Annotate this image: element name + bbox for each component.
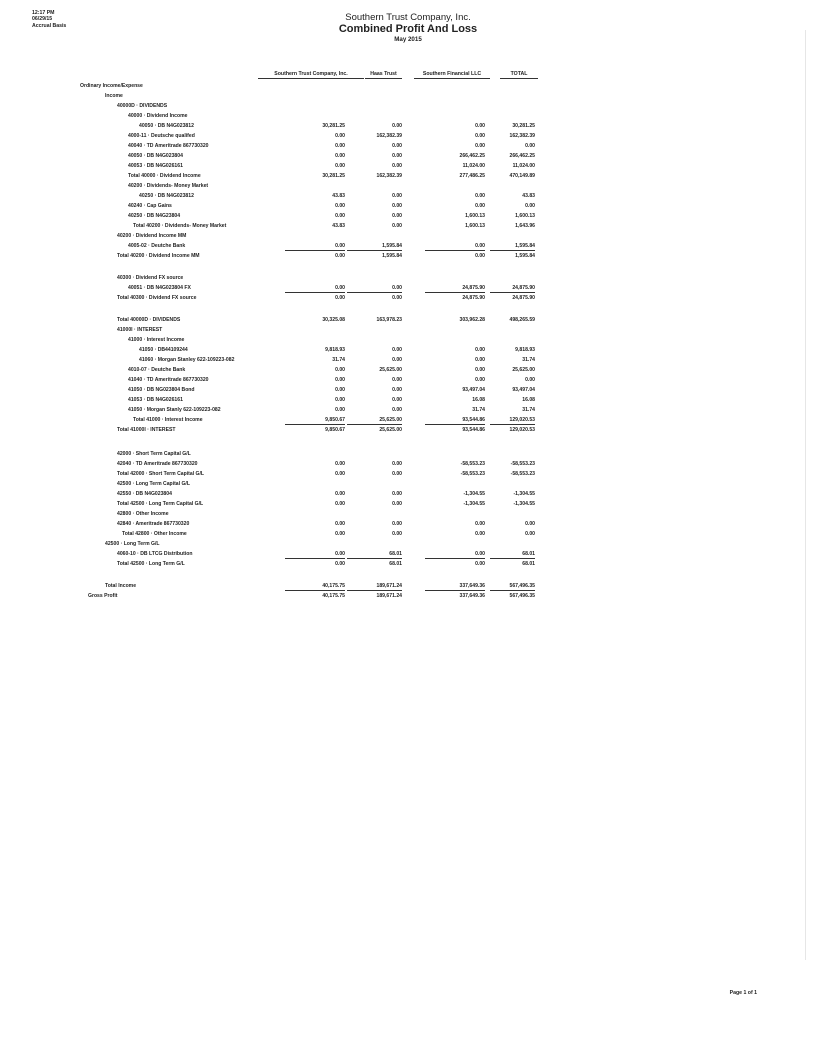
amount-cell: 30,281.25 [322, 123, 345, 129]
table-row [0, 520, 816, 528]
account-label: 41060 · Morgan Stanley 622-109223-082 [139, 357, 235, 363]
amount-cell: 470,149.89 [509, 173, 535, 179]
amount-cell: 9,818.93 [515, 347, 535, 353]
account-label: 40040 · TD Ameritrade 867730320 [128, 143, 209, 149]
print-date: 06/29/15 [32, 16, 53, 23]
amount-cell: 30,281.25 [322, 173, 345, 179]
amount-cell: 43.83 [522, 193, 535, 199]
amount-cell: 189,671.24 [376, 593, 402, 599]
amount-cell: 68.01 [522, 561, 535, 567]
table-row [0, 582, 816, 590]
amount-cell: 0.00 [335, 491, 345, 497]
account-label: Total 41000I · INTEREST [117, 427, 176, 433]
amount-cell: 0.00 [525, 377, 535, 383]
amount-cell: 129,020.53 [490, 416, 535, 425]
amount-cell: -58,553.23 [460, 471, 485, 477]
amount-cell: 0.00 [475, 193, 485, 199]
table-row [0, 356, 816, 364]
table-row [0, 294, 816, 302]
account-label: 42840 · Ameritrade 867730320 [117, 521, 190, 527]
amount-cell: 68.01 [347, 550, 402, 559]
table-row [0, 82, 816, 90]
amount-cell: 16.08 [522, 397, 535, 403]
amount-cell: 40,175.75 [322, 593, 345, 599]
account-label: 42040 · TD Ameritrade 867730320 [117, 461, 198, 467]
amount-cell: 0.00 [335, 387, 345, 393]
amount-cell: 24,875.90 [425, 284, 485, 293]
amount-cell: 0.00 [335, 561, 345, 567]
accounting-basis: Accrual Basis [32, 22, 67, 29]
table-row [0, 284, 816, 292]
amount-cell: 43.83 [332, 223, 345, 229]
amount-cell: 24,875.90 [490, 284, 535, 293]
amount-cell: 0.00 [475, 531, 485, 537]
amount-cell: 1,595.84 [347, 242, 402, 251]
amount-cell: 0.00 [335, 163, 345, 169]
amount-cell: 93,544.86 [425, 416, 485, 425]
account-label: 40250 · DB N4G023812 [139, 193, 194, 199]
amount-cell: 11,024.00 [462, 163, 485, 169]
amount-cell: 25,625.00 [379, 427, 402, 433]
amount-cell: 0.00 [335, 531, 345, 537]
report-title: Combined Profit And Loss [338, 23, 478, 35]
report-period: May 2015 [394, 36, 422, 43]
table-row [0, 316, 816, 324]
account-label: 41050 · DB44109244 [139, 347, 188, 353]
amount-cell: 0.00 [392, 377, 402, 383]
table-row [0, 252, 816, 260]
table-row [0, 336, 816, 344]
account-label: 40240 · Cap Gains [128, 203, 172, 209]
table-row [0, 142, 816, 150]
table-row [0, 510, 816, 518]
amount-cell: 0.00 [525, 143, 535, 149]
account-label: Total 40200 · Dividend Income MM [117, 253, 200, 259]
table-row [0, 500, 816, 508]
amount-cell: 0.00 [392, 357, 402, 363]
table-row [0, 406, 816, 414]
account-label: 42500 · Long Term Capital G/L [117, 481, 190, 487]
amount-cell: 93,544.86 [462, 427, 485, 433]
table-row [0, 396, 816, 404]
table-row [0, 326, 816, 334]
amount-cell: 0.00 [425, 242, 485, 251]
amount-cell: 0.00 [335, 461, 345, 467]
amount-cell: 0.00 [425, 550, 485, 559]
amount-cell: -58,553.23 [460, 461, 485, 467]
table-row [0, 222, 816, 230]
table-row [0, 152, 816, 160]
amount-cell: 0.00 [475, 377, 485, 383]
account-label: Total Income [105, 583, 137, 589]
amount-cell: 0.00 [335, 397, 345, 403]
amount-cell: 1,643.96 [515, 223, 535, 229]
account-label: 42000 · Short Term Capital G/L [117, 451, 191, 457]
table-row [0, 376, 816, 384]
amount-cell: 0.00 [285, 550, 345, 559]
table-row [0, 242, 816, 250]
account-label: Total 40000D · DIVIDENDS [117, 317, 181, 323]
table-row [0, 450, 816, 458]
amount-cell: 0.00 [392, 203, 402, 209]
amount-cell: 93,497.04 [512, 387, 535, 393]
account-label: 42800 · Other Income [117, 511, 169, 517]
amount-cell: 303,962.28 [459, 317, 485, 323]
amount-cell: 0.00 [392, 123, 402, 129]
account-label: 40300 · Dividend FX source [117, 275, 184, 281]
amount-cell: 0.00 [392, 347, 402, 353]
account-label: 40250 · DB N4G23804 [128, 213, 181, 219]
column-header-southern-trust: Southern Trust Company, Inc. [258, 71, 364, 79]
table-row [0, 232, 816, 240]
amount-cell: 0.00 [525, 203, 535, 209]
amount-cell: 0.00 [335, 367, 345, 373]
table-row [0, 560, 816, 568]
amount-cell: 1,600.13 [465, 213, 485, 219]
account-label: 40050 · DB N4G023812 [139, 123, 194, 129]
amount-cell: 0.00 [335, 213, 345, 219]
table-row [0, 122, 816, 130]
amount-cell: 0.00 [392, 193, 402, 199]
amount-cell: 0.00 [392, 491, 402, 497]
column-header-haas-trust: Haas Trust [365, 71, 402, 79]
account-label: Ordinary Income/Expense [80, 83, 143, 89]
account-label: 41050 · Morgan Stanly 622-109223-082 [128, 407, 221, 413]
amount-cell: 0.00 [475, 347, 485, 353]
amount-cell: 1,595.84 [382, 253, 402, 259]
amount-cell: 337,649.36 [425, 582, 485, 591]
account-label: Gross Profit [88, 593, 118, 599]
amount-cell: 1,595.84 [490, 242, 535, 251]
account-label: 4005-02 · Deutche Bank [128, 243, 186, 249]
amount-cell: 498,265.59 [509, 317, 535, 323]
account-label: 40200 · Dividend Income MM [117, 233, 187, 239]
scan-edge-line [805, 30, 806, 960]
table-row [0, 92, 816, 100]
amount-cell: 24,875.90 [462, 295, 485, 301]
amount-cell: 0.00 [392, 163, 402, 169]
amount-cell: 0.00 [335, 407, 345, 413]
amount-cell: 0.00 [475, 367, 485, 373]
amount-cell: 9,818.93 [325, 347, 345, 353]
table-row [0, 460, 816, 468]
amount-cell: 0.00 [335, 295, 345, 301]
amount-cell: 0.00 [335, 203, 345, 209]
amount-cell: 0.00 [525, 531, 535, 537]
amount-cell: 16.08 [472, 397, 485, 403]
amount-cell: 0.00 [475, 253, 485, 259]
amount-cell: 9,850.67 [285, 416, 345, 425]
amount-cell: 0.00 [475, 123, 485, 129]
amount-cell: 0.00 [475, 143, 485, 149]
amount-cell: 31.74 [522, 357, 535, 363]
table-row [0, 550, 816, 558]
account-label: 41000 · Interest Income [128, 337, 185, 343]
amount-cell: 9,850.67 [325, 427, 345, 433]
amount-cell: 0.00 [285, 284, 345, 293]
amount-cell: 0.00 [335, 377, 345, 383]
account-label: 40051 · DB N4G023804 FX [128, 285, 191, 291]
amount-cell: 337,649.36 [459, 593, 485, 599]
amount-cell: 277,486.25 [459, 173, 485, 179]
table-row [0, 592, 816, 600]
amount-cell: -1,304.55 [463, 501, 485, 507]
amount-cell: 0.00 [392, 213, 402, 219]
amount-cell: 0.00 [335, 143, 345, 149]
account-label: Income [105, 93, 123, 99]
table-row [0, 490, 816, 498]
amount-cell: 0.00 [392, 501, 402, 507]
table-row [0, 470, 816, 478]
table-row [0, 192, 816, 200]
amount-cell: 11,024.00 [512, 163, 535, 169]
table-row [0, 162, 816, 170]
account-label: 40200 · Dividends- Money Market [128, 183, 209, 189]
amount-cell: 31.74 [522, 407, 535, 413]
account-label: 40000 · Dividend Income [128, 113, 188, 119]
table-row [0, 346, 816, 354]
amount-cell: 0.00 [475, 521, 485, 527]
table-row [0, 386, 816, 394]
amount-cell: 0.00 [392, 387, 402, 393]
amount-cell: 43.83 [332, 193, 345, 199]
account-label: 41050 · DB NG023804 Bond [128, 387, 195, 393]
amount-cell: 0.00 [285, 242, 345, 251]
amount-cell: 31.74 [472, 407, 485, 413]
amount-cell: 0.00 [335, 521, 345, 527]
amount-cell: 40,175.75 [285, 582, 345, 591]
amount-cell: 0.00 [392, 143, 402, 149]
account-label: 4000-11 · Deutsche qualifed [128, 133, 195, 139]
amount-cell: 266,462.25 [459, 153, 485, 159]
amount-cell: 31.74 [332, 357, 345, 363]
amount-cell: 0.00 [347, 284, 402, 293]
account-label: 41040 · TD Ameritrade 867730320 [128, 377, 209, 383]
amount-cell: -1,304.55 [513, 491, 535, 497]
account-label: Total 42000 · Short Term Capital G/L [117, 471, 204, 477]
amount-cell: 25,625.00 [379, 367, 402, 373]
amount-cell: 0.00 [392, 461, 402, 467]
account-label: 40053 · DB N4G026161 [128, 163, 183, 169]
table-row [0, 202, 816, 210]
amount-cell: 24,875.90 [512, 295, 535, 301]
account-label: 41053 · DB N4G026161 [128, 397, 183, 403]
account-label: 42500 · Long Term G/L [105, 541, 160, 547]
amount-cell: 0.00 [392, 295, 402, 301]
table-row [0, 112, 816, 120]
account-label: 4060-10 · DB LTCG Distribution [117, 551, 193, 557]
table-row [0, 530, 816, 538]
account-label: Total 42500 · Long Term Capital G/L [117, 501, 204, 507]
account-label: 40050 · DB N4G023804 [128, 153, 183, 159]
amount-cell: 0.00 [475, 203, 485, 209]
amount-cell: 1,600.13 [465, 223, 485, 229]
amount-cell: 0.00 [525, 521, 535, 527]
amount-cell: 567,496.35 [509, 593, 535, 599]
amount-cell: 162,382.39 [376, 133, 402, 139]
amount-cell: 30,325.08 [322, 317, 345, 323]
account-label: Total 40200 · Dividends- Money Market [133, 223, 227, 229]
table-row [0, 132, 816, 140]
amount-cell: -1,304.55 [463, 491, 485, 497]
amount-cell: 0.00 [475, 357, 485, 363]
amount-cell: 0.00 [392, 407, 402, 413]
amount-cell: 129,020.53 [509, 427, 535, 433]
amount-cell: 0.00 [335, 501, 345, 507]
amount-cell: -58,553.23 [510, 461, 535, 467]
amount-cell: 25,625.00 [512, 367, 535, 373]
amount-cell: 93,497.04 [462, 387, 485, 393]
amount-cell: 0.00 [392, 397, 402, 403]
amount-cell: 1,600.13 [515, 213, 535, 219]
amount-cell: 0.00 [392, 153, 402, 159]
table-row [0, 480, 816, 488]
amount-cell: 0.00 [335, 153, 345, 159]
table-row [0, 540, 816, 548]
account-label: 42550 · DB N4G023804 [117, 491, 172, 497]
amount-cell: 162,382.39 [376, 173, 402, 179]
amount-cell: 0.00 [335, 253, 345, 259]
amount-cell: 0.00 [392, 471, 402, 477]
amount-cell: -58,553.23 [510, 471, 535, 477]
column-header-southern-financial: Southern Financial LLC [414, 71, 490, 79]
amount-cell: 567,496.35 [490, 582, 535, 591]
account-label: Total 41000 · Interest Income [133, 417, 203, 423]
table-row [0, 102, 816, 110]
report-title-block [0, 12, 816, 44]
amount-cell: 68.01 [389, 561, 402, 567]
amount-cell: 189,671.24 [347, 582, 402, 591]
amount-cell: 0.00 [392, 531, 402, 537]
account-label: 40000D · DIVIDENDS [117, 103, 168, 109]
account-label: 4010-07 · Deutche Bank [128, 367, 186, 373]
table-row [0, 416, 816, 424]
table-row [0, 172, 816, 180]
amount-cell: 30,281.25 [512, 123, 535, 129]
amount-cell: 163,978.23 [376, 317, 402, 323]
account-label: Total 42800 · Other Income [122, 531, 187, 537]
amount-cell: 162,382.39 [509, 133, 535, 139]
amount-cell: 0.00 [335, 133, 345, 139]
page-number: Page 1 of 1 [729, 990, 757, 996]
amount-cell: 0.00 [475, 133, 485, 139]
print-time: 12:17 PM [32, 10, 55, 16]
table-row [0, 426, 816, 434]
table-row [0, 274, 816, 282]
amount-cell: 68.01 [490, 550, 535, 559]
account-label: 41000I · INTEREST [117, 327, 163, 333]
amount-cell: 0.00 [335, 471, 345, 477]
company-name: Southern Trust Company, Inc. [345, 12, 471, 23]
table-row [0, 366, 816, 374]
amount-cell: 0.00 [392, 223, 402, 229]
account-label: Total 42500 · Long Term G/L [117, 561, 185, 567]
amount-cell: 0.00 [392, 521, 402, 527]
amount-cell: -1,304.55 [513, 501, 535, 507]
table-row [0, 212, 816, 220]
amount-cell: 0.00 [475, 561, 485, 567]
amount-cell: 1,595.84 [515, 253, 535, 259]
account-label: Total 40300 · Dividend FX source [117, 295, 197, 301]
amount-cell: 25,625.00 [347, 416, 402, 425]
account-label: Total 40000 · Dividend Income [128, 173, 201, 179]
column-header-total: TOTAL [500, 71, 538, 79]
table-row [0, 182, 816, 190]
amount-cell: 266,462.25 [509, 153, 535, 159]
